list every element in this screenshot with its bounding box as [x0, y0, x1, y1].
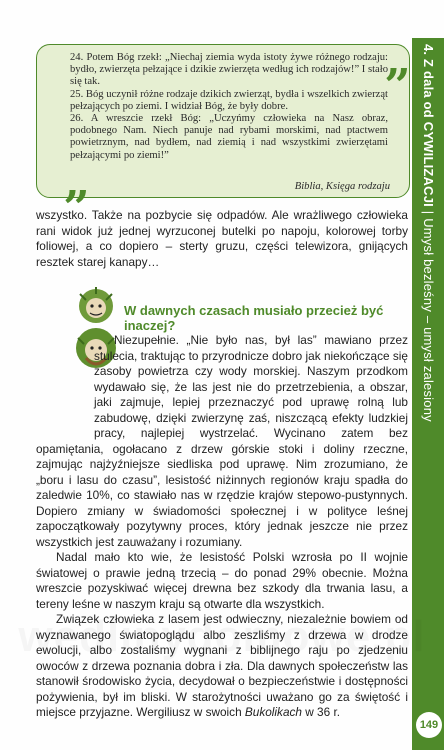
book-title-bukoliki: Bukolikach — [244, 705, 302, 719]
paragraph-1: wszystko. Także na pozbycie się odpadów. Ale wrażliwego człowieka rani widok już jednej wyrzuconej butelki po napoju, kolorowej torby foliowej, a co dopiero – sterty gruzu, części telewizora, gnijących resztek starej kanapy… — [36, 208, 408, 269]
verse-26: 26. A wreszcie rzekł Bóg: „Uczyńmy człowieka na Nasz obraz, podobnego Nam. Niech panuje nad rybami morskimi, nad ptactwem powietrznym, nad bydłem, nad ziemią i nad wszystkimi zwierzętami pełzającymi po ziemi!” — [70, 113, 388, 161]
section-heading: W dawnych czasach musiało przecież być inaczej? — [124, 303, 384, 333]
paragraph-2: Niezupełnie. „Nie było nas, był las” mawiano przez stulecia, traktując to przyrodnicze dobro jak niekończące się zasoby powietrza czy wody morskiej. Naszym przodkom wydawało się, że las jest nie do przetrzebienia, a obszar, jaki zajmuje, lepiej przeznaczyć pod uprawę rolną lub zabudowę, dzięki zwierzynę zaś, niszczącą efekty ludzkiej pracy, najlepiej wystrzelać. Wycinano zatem bez opamiętania, ogołacano z drzew górskie stoki i doliny rzeczne, zajmując najżyźniejsze siedliska pod uprawę. Nim zrozumiano, że „boru i lasu do czasu”, lesistość niżinnych regionów kraju spadła do zaledwie 10%, co stawiało nas w rzędzie krajów stepowo-pustynnych. Dopiero zmiany w świadomości społecznej i w polityce leśnej zapoczątkowały pozytywny proces, który jednak jeszcze nie przez wszystkich jest zauważany i rozumiany. — [36, 333, 408, 549]
open-quote-mark-icon: „ — [385, 32, 412, 86]
chapter-title: 4. Z dala od CYWILIZACJI — [421, 44, 436, 207]
chapter-separator: | — [421, 210, 436, 215]
paragraph-4: Związek człowieka z lasem jest odwieczny, niezależnie bowiem od wyznawanego światopoglądu albo zeszliśmy z drzewa w drodze ewolucji, albo zostaliśmy wygnani z biblijnego raju po zjedzeniu owoców z drzewa poznania dobra i zła. Dla dawnych społeczeństw las stanowił środowisko życia, decydował o bezpieczeństwie i dostępności pożywienia, był im bliski. W starożytności uważano go za świętość i miejsce przyjazne. Wergiliusz w swoich Bukolikach w 36 r. — [36, 612, 408, 719]
watermark — [0, 612, 444, 662]
paragraph-3: Nadal mało kto wie, że lesistość Polski wzrosła po II wojnie światowej o prawie jedną trzecią – do ponad 29% obecnie. Można wreszcie pozyskiwać więcej drewna bez szkody dla trwania lasu, a tereny leśne w naszym kraju są otwarte dla wszystkich. — [36, 550, 408, 611]
verse-24: 24. Potem Bóg rzekł: „Niechaj ziemia wyda istoty żywe różnego rodzaju: bydło, zwierzęta pełzające i dzikie zwierzęta według ich rodzajów!” I stało się tak. — [70, 52, 388, 88]
verse-25: 25. Bóg uczynił różne rodzaje dzikich zwierząt, bydła i wszelkich zwierząt pełzających po ziemi. I widział Bóg, że były dobre. — [70, 88, 388, 112]
quote-verses — [70, 52, 388, 162]
chapter-subtitle: Umysł bezleśny – umysł zalesiony — [421, 218, 436, 422]
page-number: 149 — [416, 712, 442, 738]
quote-source: Biblia, Księga rodzaju — [294, 181, 390, 192]
main-text — [36, 333, 408, 721]
chapter-side-label — [414, 44, 442, 624]
close-quote-mark-icon: „ — [64, 154, 91, 208]
